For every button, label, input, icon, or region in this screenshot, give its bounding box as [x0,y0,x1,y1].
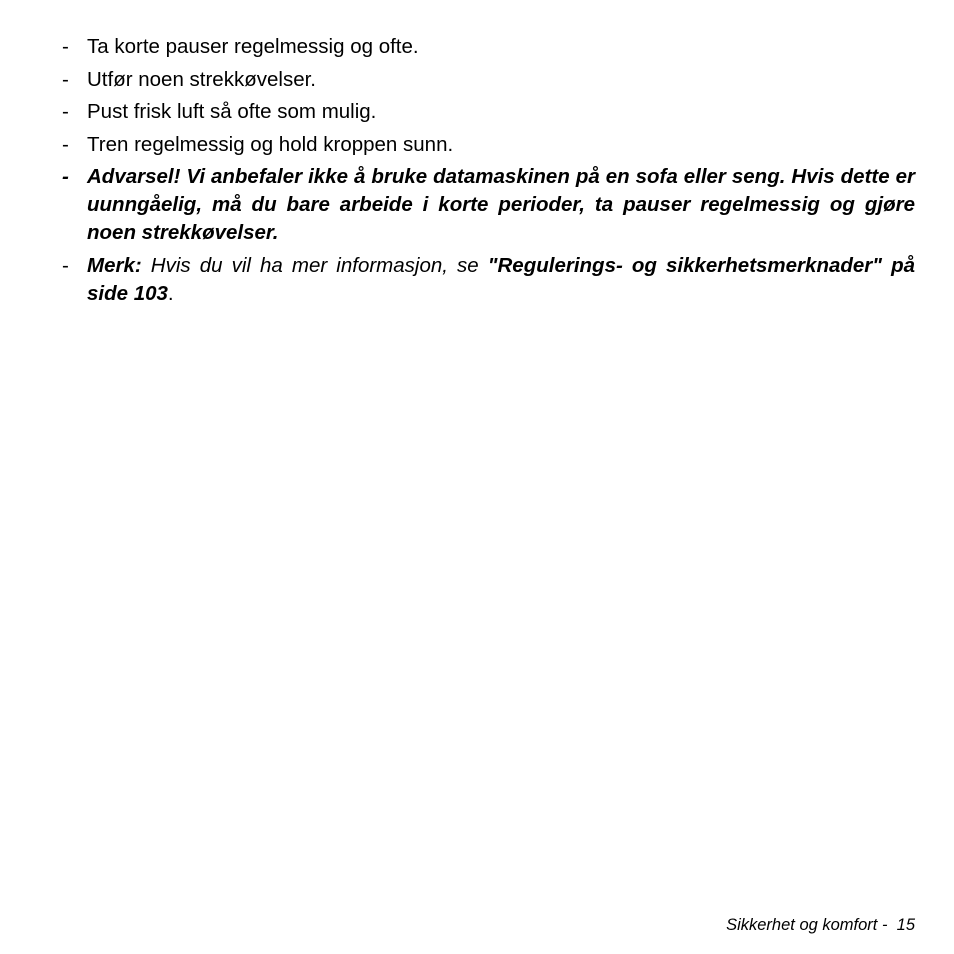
note-label: Merk: [87,253,142,277]
list-item [62,98,915,126]
list-item-text: Utfør noen strekkøvelser. [87,67,316,91]
warning-item [62,163,915,247]
page-footer [726,916,915,935]
page-number: 15 [896,916,915,934]
bullet-dash: - [62,35,69,58]
list-item-text: Pust frisk luft så ofte som mulig. [87,100,377,123]
note-end: . [167,281,174,305]
list-item [62,33,915,61]
note-item [62,252,915,308]
bullet-dash: - [62,132,69,156]
list-item-text: Tren regelmessig og hold kroppen sunn. [87,132,454,156]
bullet-list [62,33,915,312]
bullet-dash: - [62,100,69,123]
footer-section-title: Sikkerhet og komfort - [726,916,888,934]
list-item [62,131,915,159]
note-reference-link[interactable]: "Regulerings- og sikkerhetsmerknader" på side 103 [87,253,915,305]
bullet-dash: - [62,165,69,188]
bullet-dash: - [62,253,69,277]
warning-text: Advarsel! Vi anbefaler ikke å bruke datamaskinen på en sofa eller seng. Hvis dette er uunngåelig, må du bare arbeide i korte perioder, ta pauser regelmessig og gjøre noen strekkøvelser. [87,165,915,244]
bullet-dash: - [62,67,69,91]
note-text: Hvis du vil ha mer informasjon, se [141,253,488,277]
list-item [62,66,915,94]
list-item-text: Ta korte pauser regelmessig og ofte. [87,35,419,58]
